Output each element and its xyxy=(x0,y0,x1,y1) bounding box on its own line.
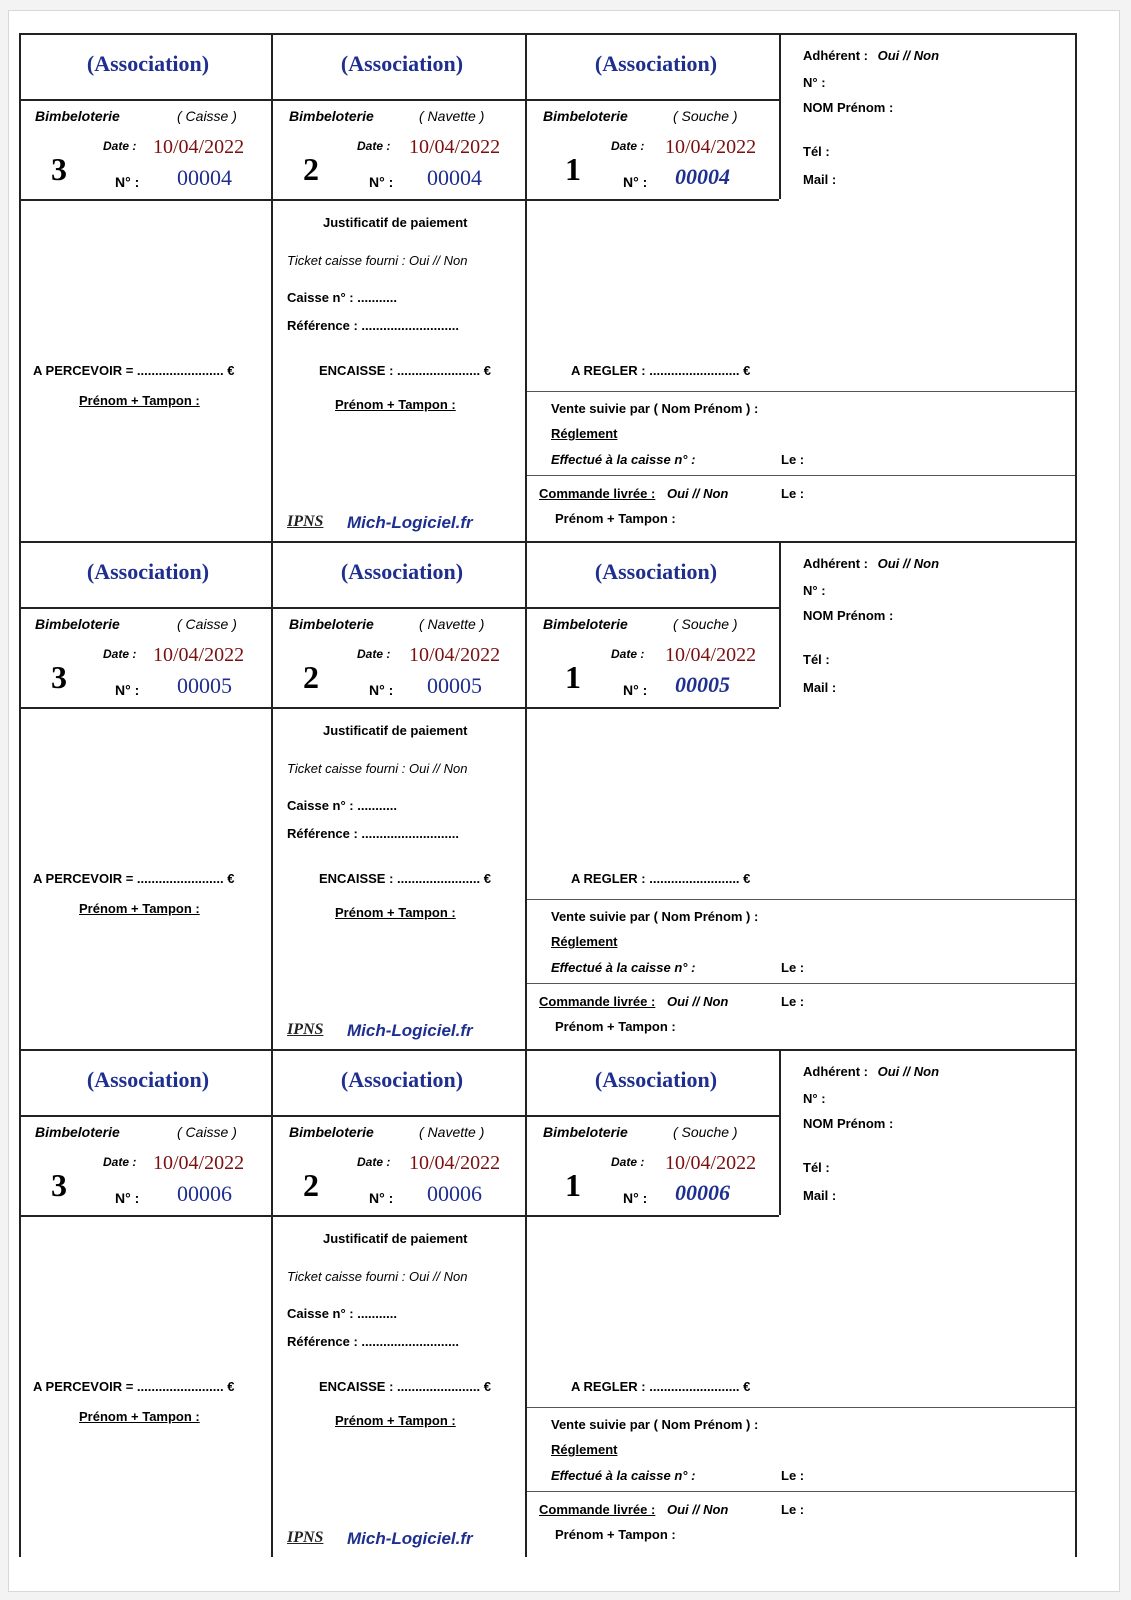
copy-type: ( Souche ) xyxy=(673,1124,738,1140)
caisse-number-label: Caisse n° : ........... xyxy=(287,290,397,305)
copy-type: ( Caisse ) xyxy=(177,1124,237,1140)
mail-label: Mail : xyxy=(803,1188,837,1203)
ticket-number: 00005 xyxy=(675,672,730,697)
date-value: 10/04/2022 xyxy=(665,1152,757,1174)
member-number-label: N° : xyxy=(803,583,826,598)
adherent-text: Adhérent : xyxy=(803,556,868,571)
mich-logiciel-brand: Mich-Logiciel.fr xyxy=(347,513,473,532)
date-value: 10/04/2022 xyxy=(409,136,501,158)
le-label: Le : xyxy=(781,1502,805,1517)
frame-line xyxy=(19,99,779,101)
ipns-mark: IPNS xyxy=(287,1529,324,1546)
frame-line xyxy=(19,607,779,609)
number-label: N° : xyxy=(369,174,394,190)
reference-label: Référence : ........................... xyxy=(287,318,459,333)
association-title: (Association) xyxy=(594,51,718,76)
frame-line xyxy=(19,1115,779,1117)
product-label: Bimbeloterie xyxy=(35,108,120,124)
frame-line xyxy=(525,391,1075,392)
product-label: Bimbeloterie xyxy=(543,108,628,124)
adherent-text: Adhérent : xyxy=(803,1064,868,1079)
copy-type: ( Caisse ) xyxy=(177,108,237,124)
copy-number: 3 xyxy=(51,151,67,187)
number-label: N° : xyxy=(369,1190,394,1206)
ipns-mark: IPNS xyxy=(287,1021,324,1038)
frame-line xyxy=(525,541,527,1049)
date-value: 10/04/2022 xyxy=(153,1152,245,1174)
copy-number: 2 xyxy=(303,151,319,187)
ticket-number: 00006 xyxy=(427,1181,482,1206)
ipns-mark: IPNS xyxy=(287,513,324,530)
copy-number: 1 xyxy=(565,1167,581,1203)
copy-number: 1 xyxy=(565,151,581,187)
prenom-tampon-label: Prénom + Tampon : xyxy=(335,905,456,920)
commande-livree-label: Commande livrée : xyxy=(539,994,656,1009)
nom-prenom-label: NOM Prénom : xyxy=(803,1116,894,1131)
frame-line xyxy=(271,541,273,1049)
date-value: 10/04/2022 xyxy=(665,136,757,158)
effectue-caisse-label: Effectué à la caisse n° : xyxy=(551,1468,696,1483)
vente-suivie-label: Vente suivie par ( Nom Prénom ) : xyxy=(551,909,759,924)
date-label: Date : xyxy=(103,1155,137,1169)
caisse-number-label: Caisse n° : ........... xyxy=(287,1306,397,1321)
le-label: Le : xyxy=(781,486,805,501)
a-percevoir-label: A PERCEVOIR = ........................ € xyxy=(33,1379,235,1394)
adherent-choice: Oui // Non xyxy=(877,48,940,63)
date-label: Date : xyxy=(611,647,645,661)
commande-livree-label: Commande livrée : xyxy=(539,1502,656,1517)
reference-label: Référence : ........................... xyxy=(287,1334,459,1349)
caisse-number-label: Caisse n° : ........... xyxy=(287,798,397,813)
frame-line xyxy=(19,541,1075,543)
effectue-caisse-label: Effectué à la caisse n° : xyxy=(551,452,696,467)
frame-line xyxy=(525,899,1075,900)
date-label: Date : xyxy=(357,139,391,153)
ticket-sheet xyxy=(8,10,1120,1592)
ticket-number: 00005 xyxy=(177,673,232,698)
commande-choice: Oui // Non xyxy=(666,486,729,501)
frame-line xyxy=(271,1049,273,1557)
frame-line xyxy=(525,1491,1075,1492)
date-label: Date : xyxy=(611,139,645,153)
ticket-number: 00006 xyxy=(675,1180,730,1205)
mail-label: Mail : xyxy=(803,172,837,187)
a-regler-label: A REGLER : ......................... € xyxy=(571,871,751,886)
product-label: Bimbeloterie xyxy=(35,616,120,632)
prenom-tampon-label: Prénom + Tampon : xyxy=(335,397,456,412)
date-label: Date : xyxy=(357,647,391,661)
association-title: (Association) xyxy=(594,559,718,584)
association-title: (Association) xyxy=(86,559,210,584)
ticket-fourni-label: Ticket caisse fourni : Oui // Non xyxy=(287,253,468,268)
product-label: Bimbeloterie xyxy=(35,1124,120,1140)
reglement-label: Réglement xyxy=(551,1442,618,1457)
ticket-number: 00004 xyxy=(177,165,232,190)
association-title: (Association) xyxy=(594,1067,718,1092)
association-title: (Association) xyxy=(340,1067,464,1092)
prenom-tampon-label: Prénom + Tampon : xyxy=(79,1409,200,1424)
copy-number: 3 xyxy=(51,659,67,695)
frame-line xyxy=(19,541,21,1049)
vente-suivie-label: Vente suivie par ( Nom Prénom ) : xyxy=(551,401,759,416)
frame-line xyxy=(19,199,779,201)
number-label: N° : xyxy=(369,682,394,698)
adherent-label xyxy=(803,48,939,63)
product-label: Bimbeloterie xyxy=(289,108,374,124)
frame-line xyxy=(1075,541,1077,1049)
association-title: (Association) xyxy=(340,559,464,584)
number-label: N° : xyxy=(623,174,648,190)
copy-type: ( Souche ) xyxy=(673,616,738,632)
adherent-label xyxy=(803,556,939,571)
number-label: N° : xyxy=(623,682,648,698)
commande-livree-row xyxy=(539,994,728,1009)
frame-line xyxy=(19,1049,21,1557)
a-percevoir-label: A PERCEVOIR = ........................ € xyxy=(33,363,235,378)
commande-livree-row xyxy=(539,1502,728,1517)
ticket xyxy=(9,1027,1121,1548)
a-regler-label: A REGLER : ......................... € xyxy=(571,363,751,378)
prenom-tampon-label: Prénom + Tampon : xyxy=(555,1527,676,1542)
ticket-fourni-label: Ticket caisse fourni : Oui // Non xyxy=(287,761,468,776)
justificatif-title: Justificatif de paiement xyxy=(323,723,468,738)
copy-number: 2 xyxy=(303,659,319,695)
adherent-text: Adhérent : xyxy=(803,48,868,63)
mich-logiciel-brand: Mich-Logiciel.fr xyxy=(347,1021,473,1040)
copy-number: 1 xyxy=(565,659,581,695)
encaisse-label: ENCAISSE : ....................... € xyxy=(319,1379,491,1394)
copy-type: ( Navette ) xyxy=(419,1124,485,1140)
a-percevoir-label: A PERCEVOIR = ........................ € xyxy=(33,871,235,886)
frame-line xyxy=(525,1407,1075,1408)
mich-logiciel-brand: Mich-Logiciel.fr xyxy=(347,1529,473,1548)
frame-line xyxy=(1075,1049,1077,1557)
date-label: Date : xyxy=(357,1155,391,1169)
nom-prenom-label: NOM Prénom : xyxy=(803,608,894,623)
copy-number: 3 xyxy=(51,1167,67,1203)
reference-label: Référence : ........................... xyxy=(287,826,459,841)
date-label: Date : xyxy=(103,139,137,153)
product-label: Bimbeloterie xyxy=(543,1124,628,1140)
copy-type: ( Souche ) xyxy=(673,108,738,124)
nom-prenom-label: NOM Prénom : xyxy=(803,100,894,115)
frame-line xyxy=(525,475,1075,476)
mail-label: Mail : xyxy=(803,680,837,695)
date-value: 10/04/2022 xyxy=(153,644,245,666)
association-title: (Association) xyxy=(340,51,464,76)
frame-line xyxy=(19,1049,1075,1051)
frame-line xyxy=(19,707,779,709)
commande-choice: Oui // Non xyxy=(666,1502,729,1517)
reglement-label: Réglement xyxy=(551,934,618,949)
association-title: (Association) xyxy=(86,51,210,76)
frame-line xyxy=(525,1049,527,1557)
date-value: 10/04/2022 xyxy=(665,644,757,666)
vente-suivie-label: Vente suivie par ( Nom Prénom ) : xyxy=(551,1417,759,1432)
member-number-label: N° : xyxy=(803,1091,826,1106)
product-label: Bimbeloterie xyxy=(289,616,374,632)
date-value: 10/04/2022 xyxy=(409,644,501,666)
le-label: Le : xyxy=(781,1468,805,1483)
justificatif-title: Justificatif de paiement xyxy=(323,215,468,230)
effectue-caisse-label: Effectué à la caisse n° : xyxy=(551,960,696,975)
number-label: N° : xyxy=(115,1190,140,1206)
prenom-tampon-label: Prénom + Tampon : xyxy=(79,393,200,408)
date-value: 10/04/2022 xyxy=(153,136,245,158)
prenom-tampon-label: Prénom + Tampon : xyxy=(79,901,200,916)
prenom-tampon-label: Prénom + Tampon : xyxy=(335,1413,456,1428)
association-title: (Association) xyxy=(86,1067,210,1092)
frame-line xyxy=(1075,33,1077,541)
frame-line xyxy=(525,33,527,541)
a-regler-label: A REGLER : ......................... € xyxy=(571,1379,751,1394)
ticket-number: 00006 xyxy=(177,1181,232,1206)
prenom-tampon-label: Prénom + Tampon : xyxy=(555,1019,676,1034)
frame-line xyxy=(19,33,1075,35)
ticket-number: 00004 xyxy=(427,165,482,190)
adherent-choice: Oui // Non xyxy=(877,1064,940,1079)
reglement-label: Réglement xyxy=(551,426,618,441)
date-label: Date : xyxy=(611,1155,645,1169)
product-label: Bimbeloterie xyxy=(289,1124,374,1140)
product-label: Bimbeloterie xyxy=(543,616,628,632)
copy-type: ( Navette ) xyxy=(419,616,485,632)
le-label: Le : xyxy=(781,960,805,975)
member-number-label: N° : xyxy=(803,75,826,90)
tel-label: Tél : xyxy=(803,144,830,159)
ticket-number: 00004 xyxy=(675,164,730,189)
commande-livree-label: Commande livrée : xyxy=(539,486,656,501)
prenom-tampon-label: Prénom + Tampon : xyxy=(555,511,676,526)
tel-label: Tél : xyxy=(803,1160,830,1175)
encaisse-label: ENCAISSE : ....................... € xyxy=(319,363,491,378)
ticket-fourni-label: Ticket caisse fourni : Oui // Non xyxy=(287,1269,468,1284)
commande-choice: Oui // Non xyxy=(666,994,729,1009)
date-value: 10/04/2022 xyxy=(409,1152,501,1174)
ticket xyxy=(9,11,1121,532)
le-label: Le : xyxy=(781,994,805,1009)
frame-line xyxy=(271,33,273,541)
frame-line xyxy=(525,983,1075,984)
frame-line xyxy=(19,33,21,541)
copy-number: 2 xyxy=(303,1167,319,1203)
frame-line xyxy=(19,1215,779,1217)
adherent-choice: Oui // Non xyxy=(877,556,940,571)
tel-label: Tél : xyxy=(803,652,830,667)
ticket xyxy=(9,519,1121,1040)
copy-type: ( Caisse ) xyxy=(177,616,237,632)
le-label: Le : xyxy=(781,452,805,467)
copy-type: ( Navette ) xyxy=(419,108,485,124)
justificatif-title: Justificatif de paiement xyxy=(323,1231,468,1246)
number-label: N° : xyxy=(623,1190,648,1206)
date-label: Date : xyxy=(103,647,137,661)
encaisse-label: ENCAISSE : ....................... € xyxy=(319,871,491,886)
adherent-label xyxy=(803,1064,939,1079)
number-label: N° : xyxy=(115,682,140,698)
ticket-number: 00005 xyxy=(427,673,482,698)
commande-livree-row xyxy=(539,486,728,501)
number-label: N° : xyxy=(115,174,140,190)
